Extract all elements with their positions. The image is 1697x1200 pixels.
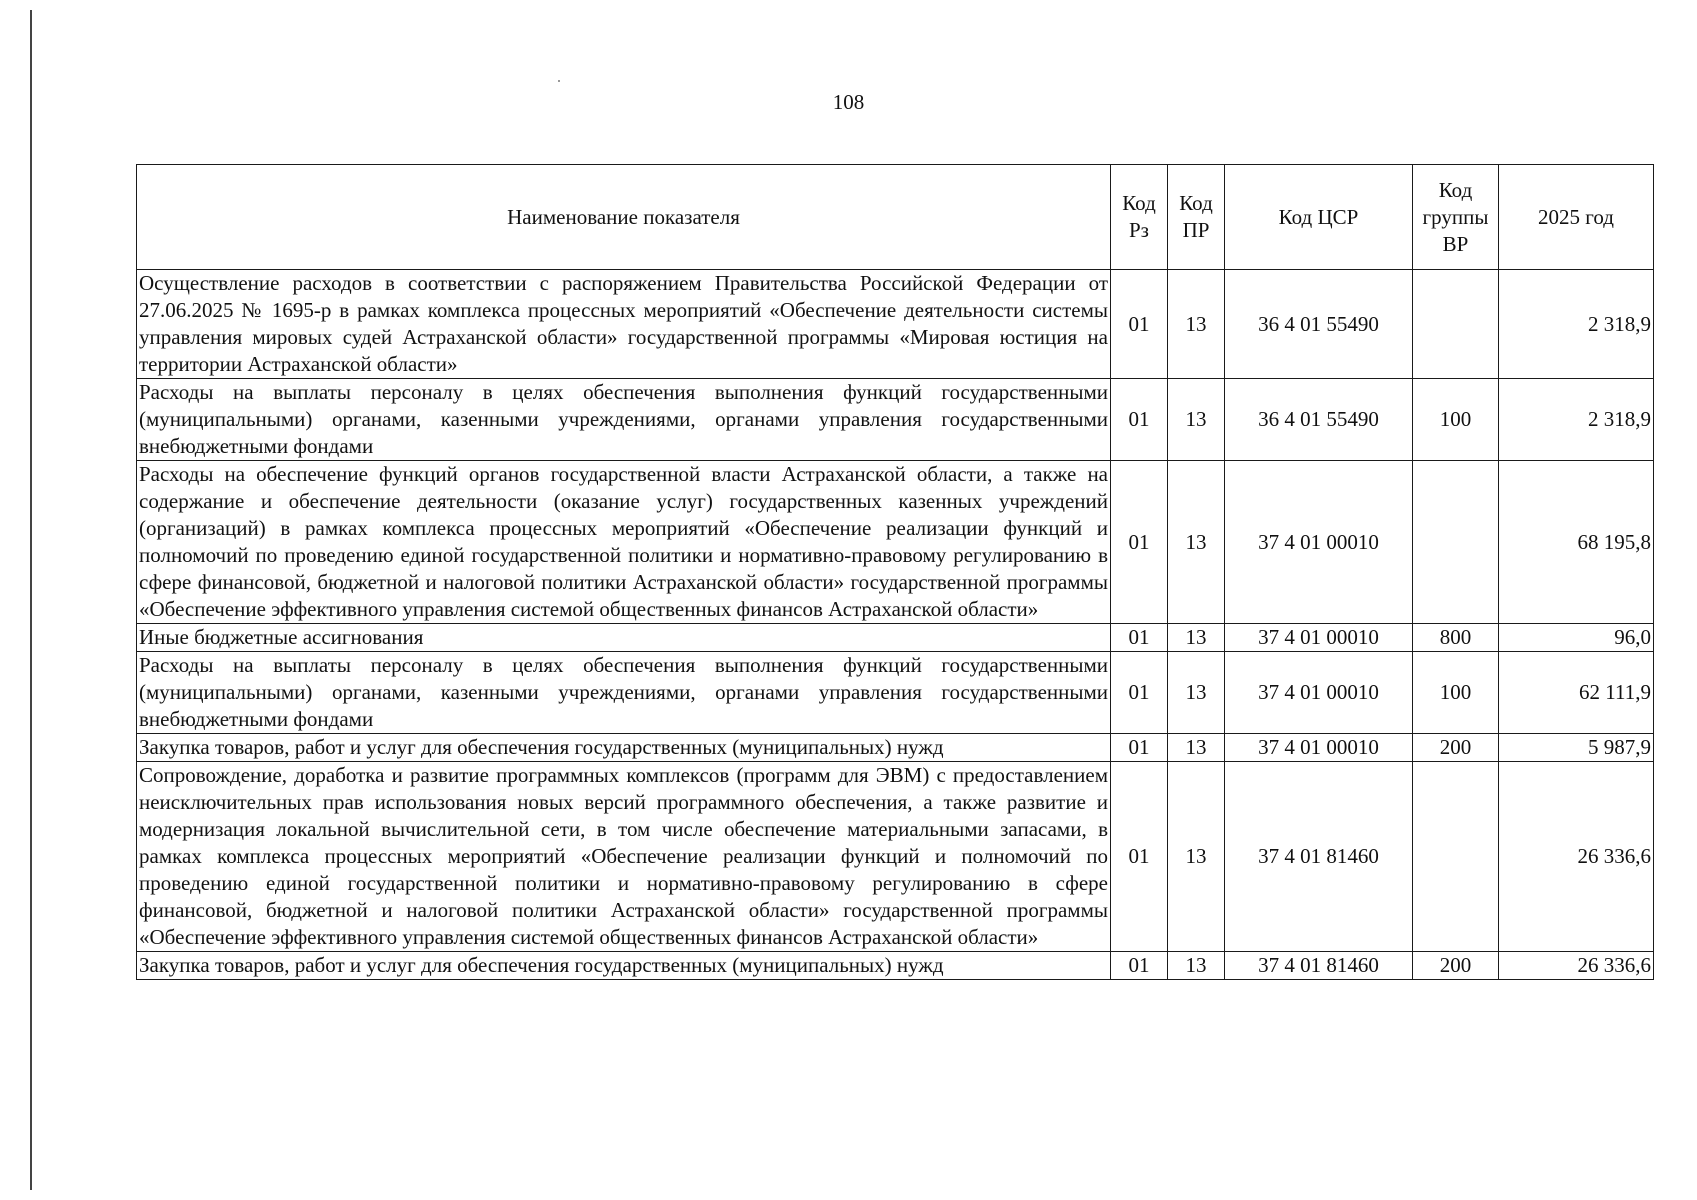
row-rz: 01	[1111, 624, 1168, 652]
table-row	[137, 461, 1654, 624]
row-name: Закупка товаров, работ и услуг для обеспечения государственных (муниципальных) нужд	[137, 734, 1111, 762]
row-pr: 13	[1168, 624, 1225, 652]
row-csr: 37 4 01 00010	[1225, 624, 1413, 652]
row-csr: 37 4 01 00010	[1225, 461, 1413, 624]
header-csr: Код ЦСР	[1225, 165, 1413, 270]
row-rz: 01	[1111, 379, 1168, 461]
row-vr	[1413, 461, 1499, 624]
row-name: Сопровождение, доработка и развитие программных комплексов (программ для ЭВМ) с предоставлением неисключительных прав использования новых версий программного обеспечения, а также развитие и модернизация локальной вычислительной сети, в том числе обеспечение материальными запасами, в рамках комплекса процессных мероприятий «Обеспечение реализации функций и полномочий по проведению единой государственной политики и нормативно-правовому регулированию в сфере финансовой, бюджетной и налоговой политики Астраханской области» государственной программы «Обеспечение эффективного управления системой общественных финансов Астраханской области»	[137, 762, 1111, 952]
row-csr: 37 4 01 81460	[1225, 762, 1413, 952]
row-csr: 37 4 01 00010	[1225, 734, 1413, 762]
table-row	[137, 624, 1654, 652]
row-pr: 13	[1168, 652, 1225, 734]
page-number: 108	[832, 90, 865, 114]
table-header-row	[137, 165, 1654, 270]
row-name: Расходы на выплаты персоналу в целях обеспечения выполнения функций государственными (муниципальными) органами, казенными учреждениями, органами управления государственными внебюджетными фондами	[137, 379, 1111, 461]
row-name: Расходы на обеспечение функций органов государственной власти Астраханской области, а также на содержание и обеспечение деятельности (оказание услуг) государственных казенных учреждений (организаций) в рамках комплекса процессных мероприятий «Обеспечение реализации функций и полномочий по проведению единой государственной политики и нормативно-правовому регулированию в сфере финансовой, бюджетной и налоговой политики Астраханской области» государственной программы «Обеспечение эффективного управления системой общественных финансов Астраханской области»	[137, 461, 1111, 624]
row-csr: 37 4 01 81460	[1225, 952, 1413, 980]
row-year: 68 195,8	[1499, 461, 1654, 624]
row-vr: 100	[1413, 652, 1499, 734]
row-vr	[1413, 270, 1499, 379]
row-csr: 37 4 01 00010	[1225, 652, 1413, 734]
row-name: Иные бюджетные ассигнования	[137, 624, 1111, 652]
row-year: 96,0	[1499, 624, 1654, 652]
row-name: Осуществление расходов в соответствии с распоряжением Правительства Российской Федерации от 27.06.2025 № 1695-р в рамках комплекса процессных мероприятий «Обеспечение деятельности системы управления мировых судей Астраханской области» государственной программы «Мировая юстиция на территории Астраханской области»	[137, 270, 1111, 379]
header-rz: Код Рз	[1111, 165, 1168, 270]
table-row	[137, 952, 1654, 980]
header-year: 2025 год	[1499, 165, 1654, 270]
row-pr: 13	[1168, 952, 1225, 980]
row-vr: 800	[1413, 624, 1499, 652]
row-pr: 13	[1168, 461, 1225, 624]
row-rz: 01	[1111, 270, 1168, 379]
row-csr: 36 4 01 55490	[1225, 270, 1413, 379]
binding-margin-line	[30, 10, 32, 1190]
row-vr: 200	[1413, 734, 1499, 762]
row-vr	[1413, 762, 1499, 952]
header-name: Наименование показателя	[137, 165, 1111, 270]
row-csr: 36 4 01 55490	[1225, 379, 1413, 461]
row-year: 5 987,9	[1499, 734, 1654, 762]
scan-speck	[558, 80, 560, 82]
budget-table	[136, 164, 1654, 980]
header-vr: Код группы ВР	[1413, 165, 1499, 270]
row-rz: 01	[1111, 762, 1168, 952]
row-pr: 13	[1168, 270, 1225, 379]
table-row	[137, 652, 1654, 734]
row-vr: 200	[1413, 952, 1499, 980]
row-rz: 01	[1111, 461, 1168, 624]
table-row	[137, 762, 1654, 952]
row-vr: 100	[1413, 379, 1499, 461]
row-pr: 13	[1168, 379, 1225, 461]
row-year: 62 111,9	[1499, 652, 1654, 734]
row-year: 26 336,6	[1499, 952, 1654, 980]
row-rz: 01	[1111, 734, 1168, 762]
row-rz: 01	[1111, 652, 1168, 734]
row-year: 2 318,9	[1499, 270, 1654, 379]
row-year: 26 336,6	[1499, 762, 1654, 952]
table-row	[137, 379, 1654, 461]
row-name: Закупка товаров, работ и услуг для обеспечения государственных (муниципальных) нужд	[137, 952, 1111, 980]
header-pr: Код ПР	[1168, 165, 1225, 270]
row-name: Расходы на выплаты персоналу в целях обеспечения выполнения функций государственными (муниципальными) органами, казенными учреждениями, органами управления государственными внебюджетными фондами	[137, 652, 1111, 734]
row-year: 2 318,9	[1499, 379, 1654, 461]
row-pr: 13	[1168, 762, 1225, 952]
table-row	[137, 270, 1654, 379]
row-pr: 13	[1168, 734, 1225, 762]
row-rz: 01	[1111, 952, 1168, 980]
table-row	[137, 734, 1654, 762]
